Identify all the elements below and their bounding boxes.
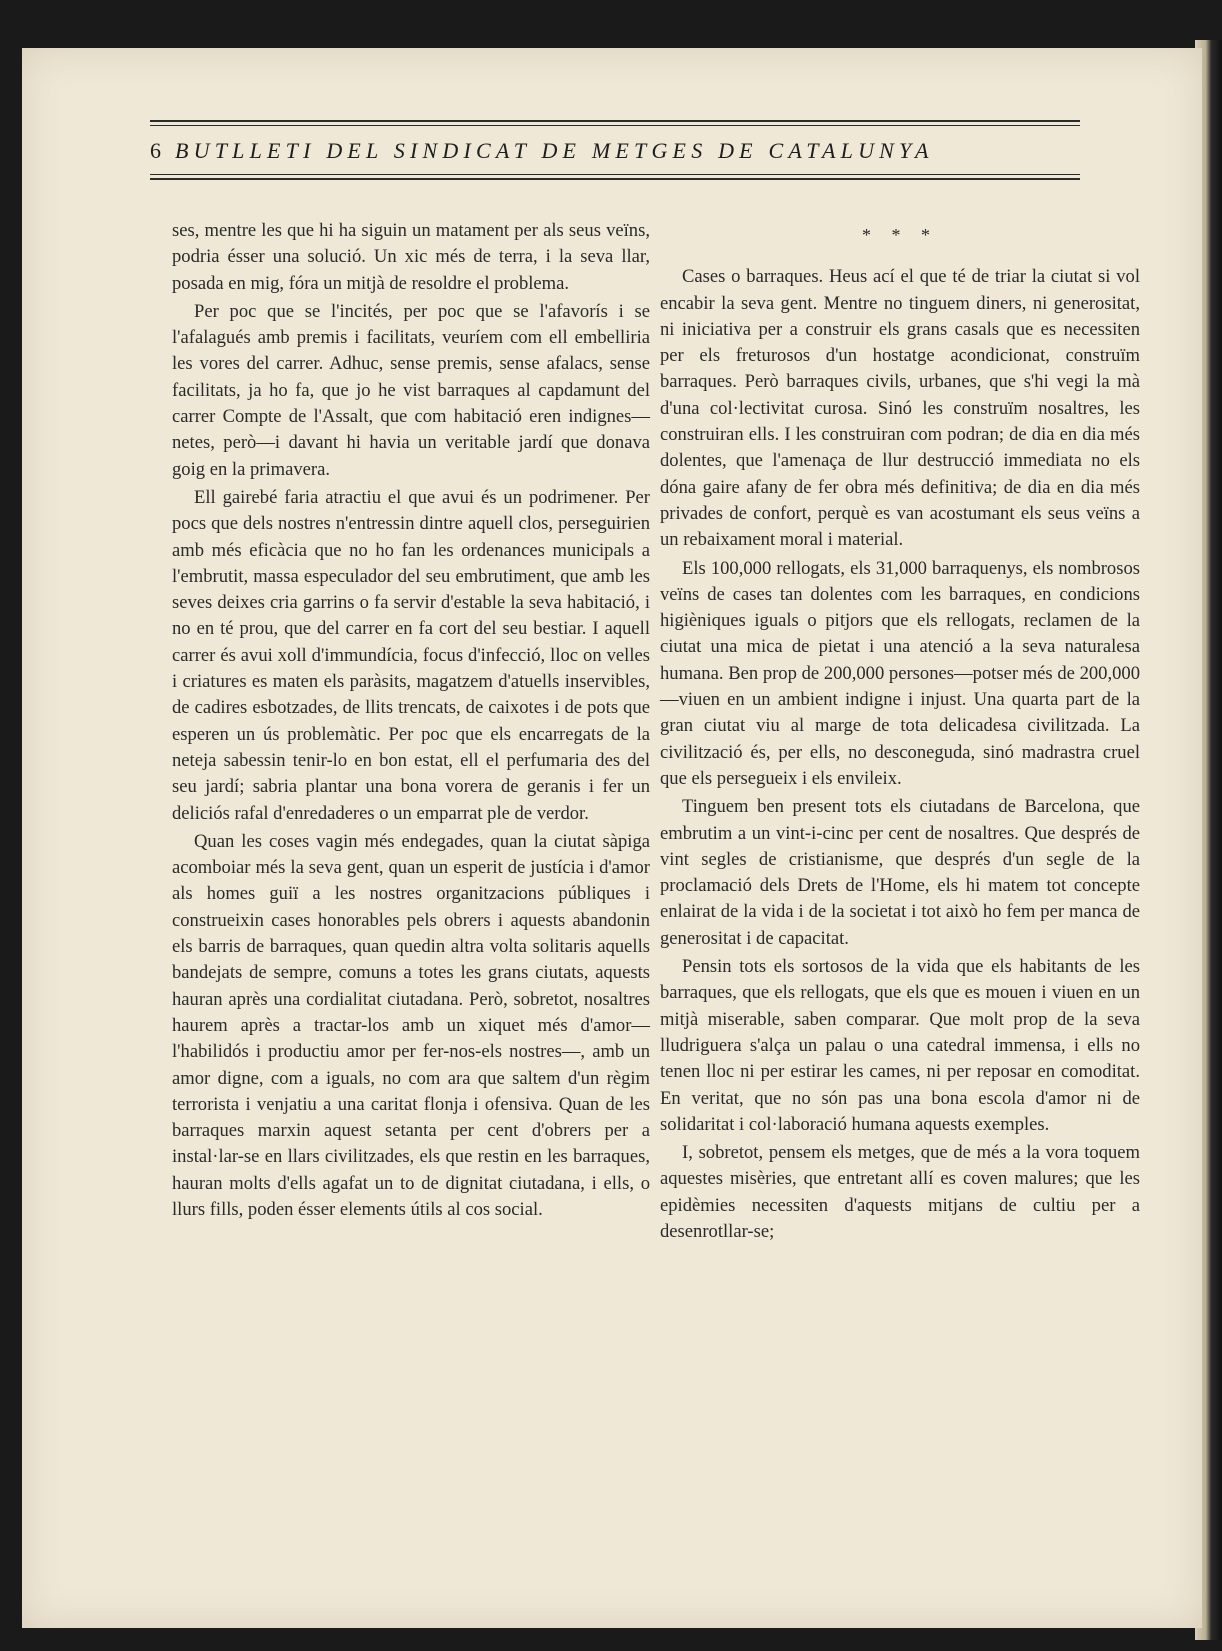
paragraph: Ell gairebé faria atractiu el que avui és un podrimener. Per pocs que dels nostres n'entressin dintre aquell clos, perseguirien amb més eficàcia que no ho fan les ordenances municipals a l'embrutit, massa especulador del seu embrutiment, que amb les seves deixes cria garrins o fa servir d'estable la seva habitació, i no en té prou, que del carrer en fa cort del seu bestiar. I aquell carrer és avui xoll d'immundícia, focus d'infecció, lloc on velles i criatures es maten els paràsits, magatzem d'atuells inservibles, de cadires esbotzades, de llits trencats, de caixotes i de pots que esperen un ús problemàtic. Per poc que els encarregats de la neteja sabessin tenir-lo en bon estat, ell el perfumaria des del seu jardí; sabria plantar una bona vorera de geranis i fer un deliciós rafal d'enredaderes o un emparrat ple de verdor. (172, 486, 650, 824)
header-rule (150, 120, 1080, 122)
page-header (150, 84, 1080, 186)
paragraph: Pensin tots els sortosos de la vida que els habitants de les barraques, que els rellogats, que els que es mouen i viuen en un mitjà miserable, saben comparar. Que molt prop de la seva lludriguera s'alça un palau o una catedral immensa, i ells no tenen lloc ni per estirar les cames, ni per reposar en comoditat. En veritat, que no són pas una bona escola d'amor ni de solidaritat i col·laboració humana aquests exemples. (660, 956, 1140, 1135)
header-line (150, 132, 1080, 170)
header-rule (150, 174, 1080, 175)
right-column (660, 218, 1140, 1245)
paragraph: Cases o barraques. Heus ací el que té de triar la ciutat si vol encabir la seva gent. Mentre no tinguem diners, ni generositat, ni iniciativa per a construir els grans casals que es necessiten per els freturosos d'un hostatge acondicionat, construïm barraques. Però barraques civils, urbanes, que s'hi vegi la mà d'una col·lectivitat curosa. Sinó les construïm nosaltres, les construiran ells. I les construiran com podran; de dia en dia més dolentes, que l'amenaça de llur destrucció immediata no els dóna gaire afany de fer obra més definitiva; de dia en dia més privades de confort, perquè es van acostumant els seus veïns a un rebaixament moral i material. (660, 266, 1140, 551)
header-rule (150, 125, 1080, 126)
paragraph: Per poc que se l'incités, per poc que se l'afavorís i se l'afalagués amb premis i facilitats, veuríem com ell embelliria les vores del carrer. Adhuc, sense premis, sense afalacs, sense facilitats, ja ho fa, que jo he vist barraques al capdamunt del carrer Compte de l'Assalt, que com habitació eren indignes—netes, però—i davant hi havia un veritable jardí que donava goig en la primavera. (172, 300, 650, 480)
section-separator: * * * (862, 225, 938, 245)
paragraph: ses, mentre les que hi ha siguin un matament per als seus veïns, podria ésser una solució. Un xic més de terra, i la seva llar, posada en mig, fóra un mitjà de resoldre el problema. (172, 220, 650, 294)
left-column (172, 218, 650, 1223)
paragraph: Quan les coses vagin més endegades, quan la ciutat sàpiga acomboiar més la seva gent, quan un esperit de justícia i d'amor als homes guiï a les nostres organitzacions públiques i construeixin cases honorables pels obrers i aquests abandonin els barris de barraques, quan quedin altra volta solitaris aquells bandejats de sempre, comuns a totes les grans ciutats, aquests hauran après una cordialitat ciutadana. Però, sobretot, nosaltres haurem après a tractar-los amb un xiquet més d'amor—l'habilidós i productiu amor per fer-nos-els nostres—, amb un amor digne, com a iguals, no com ara que saltem d'un règim terrorista i venjatiu a una caritat flonja i ofensiva. Quan de les barraques marxin aquest setanta per cent d'obrers per a instal·lar-se en llars civilitzades, els que restin en les barraques, hauran molts d'ells agafat un to de dignitat ciutadana, i ells, o llurs fills, poden ésser elements útils al cos social. (172, 830, 650, 1220)
running-title: BUTLLETI DEL SINDICAT DE METGES DE CATALUNYA (175, 138, 934, 163)
paragraph: I, sobretot, pensem els metges, que de més a la vora toquem aquestes misèries, que entretant allí es coven malures; que les epidèmies necessiten d'aquests mitjans de cultiu per a desenrotllar-se; (660, 1142, 1140, 1242)
paragraph: Tinguem ben present tots els ciutadans de Barcelona, que embrutim a un vint-i-cinc per cent de nosaltres. Que després de vint segles de cristianisme, que després d'un segle de la proclamació dels Drets de l'Home, els hi matem tot concepte enlairat de la vida i de la societat i tot això ho fem per manca de generositat i de capacitat. (660, 796, 1140, 949)
header-rule (150, 178, 1080, 180)
paragraph: Els 100,000 rellogats, els 31,000 barraquenys, els nombrosos veïns de cases tan dolentes com les barraques, en condicions higièniques iguals o pitjors que els rellogats, reclamen de la ciutat una mica de pietat i una atenció a la seva naturalesa humana. Ben prop de 200,000 persones—potser més de 200,000—viuen en un ambient indigne i injust. Una quarta part de la gran ciutat viu al marge de tota delicadesa civilitzada. La civilització és, per ells, no desconeguda, sinó madrastra cruel que els persegueix i els envileix. (660, 557, 1140, 789)
page-number: 6 (150, 138, 161, 163)
